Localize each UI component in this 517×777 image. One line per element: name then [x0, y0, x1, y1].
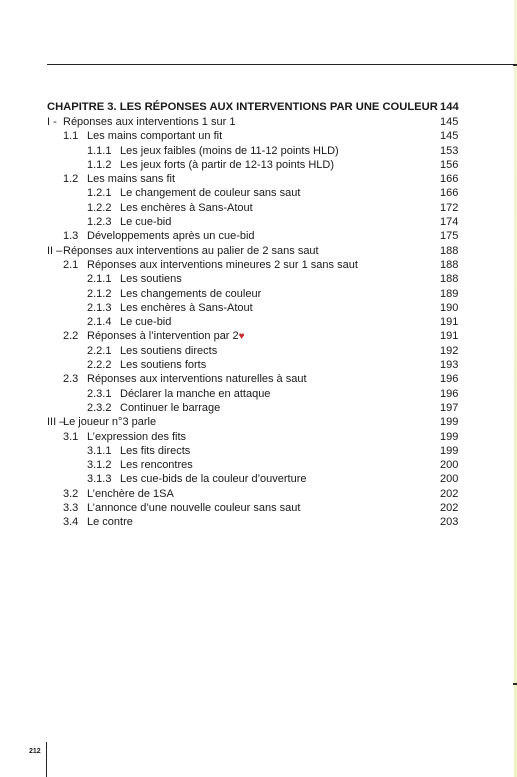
toc-chapter-row[interactable]	[47, 100, 463, 115]
toc-row-title	[120, 158, 334, 172]
toc-row[interactable]	[47, 458, 463, 472]
chapter-page-number: 144	[440, 101, 459, 113]
toc-row-title	[120, 186, 300, 200]
toc-row-title-text: Le cue-bid	[120, 216, 172, 229]
toc-row[interactable]	[47, 201, 463, 215]
toc-row-page-number: 166	[440, 187, 459, 200]
toc-row-number: 2.2.1	[87, 344, 112, 357]
toc-row-title-text: Les fits directs	[120, 444, 191, 457]
toc-row-title	[120, 472, 307, 486]
toc-row[interactable]	[47, 415, 463, 429]
toc-row-title-text: Les mains comportant un fit	[87, 130, 223, 143]
toc-row[interactable]	[47, 287, 463, 301]
toc-row-page-number: 156	[440, 158, 459, 171]
toc-row-title-text: Les changements de couleur	[120, 287, 262, 300]
toc-row[interactable]	[47, 229, 463, 243]
toc-row-title-text: L’expression des fits	[87, 430, 187, 443]
toc-row-title	[63, 244, 319, 258]
toc-row-title-text: Les soutiens forts	[120, 359, 207, 372]
toc-row-page-number: 145	[440, 116, 459, 128]
toc-row-page-number: 189	[440, 287, 459, 300]
toc-row-title-text: Le changement de couleur sans saut	[120, 187, 301, 200]
toc-row-title-text: Continuer le barrage	[120, 401, 221, 414]
toc-row-page-number: 193	[440, 359, 459, 372]
toc-row-page-number: 196	[440, 387, 459, 400]
toc-row-title-text: Les soutiens	[120, 273, 182, 286]
toc-row[interactable]	[47, 315, 463, 329]
toc-row-title-text: Le cue-bid	[120, 316, 172, 329]
toc-row-title	[120, 444, 190, 458]
toc-row[interactable]	[47, 172, 463, 186]
heart-suit-icon: ♥	[238, 331, 245, 343]
toc-row[interactable]	[47, 501, 463, 515]
toc-row-title-text: Les soutiens directs	[120, 344, 218, 357]
toc-row-number: III –	[47, 416, 66, 429]
toc-row-title	[87, 129, 222, 143]
toc-row-number: 1.2.3	[87, 216, 112, 229]
toc-row-number: 1.1.1	[87, 144, 112, 157]
toc-row-number: 3.4	[63, 516, 79, 529]
toc-row-number: 1.1.2	[87, 158, 112, 171]
toc-row-title-text: Réponses aux interventions naturelles à saut	[87, 373, 307, 386]
toc-row-page-number: 188	[440, 258, 459, 271]
toc-row-title	[120, 401, 220, 415]
toc-row-number: 1.1	[63, 130, 79, 143]
toc-row[interactable]	[47, 301, 463, 315]
toc-row-number: 2.1.2	[87, 287, 112, 300]
toc-row[interactable]	[47, 401, 463, 415]
toc-row-number: 2.1.1	[87, 273, 112, 286]
toc-row-title	[120, 144, 339, 158]
toc-row[interactable]	[47, 186, 463, 200]
toc-row-page-number: 202	[440, 487, 459, 500]
toc-row-number: 1.2	[63, 173, 79, 186]
toc-row-page-number: 153	[440, 144, 459, 157]
toc-row-title	[120, 301, 253, 315]
toc-row-title-text: Le contre	[87, 516, 133, 529]
toc-row[interactable]	[47, 444, 463, 458]
toc-row-title	[120, 344, 217, 358]
toc-row-page-number: 191	[440, 316, 459, 329]
toc-row-number: 3.1	[63, 430, 79, 443]
toc-row-number: 3.1.1	[87, 444, 112, 457]
toc-row-title-text: L’annonce d’une nouvelle couleur sans saut	[87, 502, 301, 515]
toc-row-title	[87, 487, 174, 501]
table-of-contents	[47, 100, 463, 530]
toc-row[interactable]	[47, 387, 463, 401]
toc-row[interactable]	[47, 272, 463, 286]
toc-row[interactable]	[47, 515, 463, 529]
toc-row[interactable]	[47, 358, 463, 372]
toc-row[interactable]	[47, 487, 463, 501]
toc-row-title-text: Réponses aux interventions 1 sur 1	[63, 116, 236, 128]
toc-row-title	[87, 515, 133, 529]
toc-row-title	[87, 372, 307, 386]
toc-row-title-text: Développements après un cue-bid	[87, 230, 255, 243]
toc-row-page-number: 196	[440, 373, 459, 386]
toc-row-title	[120, 201, 253, 215]
toc-row-title	[120, 272, 182, 286]
toc-row-page-number: 174	[440, 216, 459, 229]
page-edge-tick	[513, 683, 517, 685]
toc-row-number: 2.3.2	[87, 401, 112, 414]
toc-row-title-text: Réponses aux interventions au palier de 2 sans saut	[63, 244, 319, 257]
toc-row-number: 2.1.4	[87, 316, 112, 329]
toc-row-number: 2.3	[63, 373, 79, 386]
toc-row[interactable]	[47, 158, 463, 172]
toc-row-number: 1.2.1	[87, 187, 112, 200]
toc-row-title	[120, 358, 206, 372]
toc-row-title	[120, 315, 171, 329]
toc-row[interactable]	[47, 115, 463, 129]
toc-row-number: 3.1.2	[87, 459, 112, 472]
toc-row-title	[87, 229, 255, 243]
toc-row-title-text: Les jeux faibles (moins de 11-12 points HLD)	[120, 144, 339, 157]
toc-row-page-number: 188	[440, 244, 459, 257]
toc-row[interactable]	[47, 472, 463, 486]
toc-row-title	[63, 115, 235, 129]
toc-row[interactable]	[47, 372, 463, 386]
toc-row-title	[87, 430, 186, 444]
toc-row-number: 1.2.2	[87, 201, 112, 214]
toc-row-number: 2.2	[63, 330, 79, 343]
toc-row[interactable]	[47, 144, 463, 158]
toc-row-page-number: 172	[440, 201, 459, 214]
toc-row-title-text: Réponses à l’intervention par 2	[87, 330, 239, 343]
toc-row-page-number: 197	[440, 401, 459, 414]
toc-row-title-text: Les jeux forts (à partir de 12-13 points HLD)	[120, 158, 334, 171]
toc-row-title-text: Les enchères à Sans-Atout	[120, 201, 253, 214]
toc-row-title-text: Les rencontres	[120, 459, 193, 472]
toc-row-page-number: 202	[440, 502, 459, 515]
toc-row-title-text: Déclarer la manche en attaque	[120, 387, 271, 400]
toc-row-page-number: 190	[440, 301, 459, 314]
toc-row-page-number: 200	[440, 473, 459, 486]
toc-row-title	[120, 287, 261, 301]
toc-row[interactable]	[47, 244, 463, 258]
toc-row-page-number: 175	[440, 230, 459, 243]
chapter-title: CHAPITRE 3. LES RÉPONSES AUX INTERVENTIONS PAR UNE COULEUR	[47, 101, 438, 113]
toc-row-title	[87, 329, 245, 344]
toc-row-page-number: 199	[440, 430, 459, 443]
toc-row-number: 2.2.2	[87, 359, 112, 372]
toc-row-title	[87, 501, 300, 515]
toc-row-title-text: Les mains sans fit	[87, 173, 176, 186]
toc-row-number: II –	[47, 244, 63, 257]
toc-row-title-text: Les cue-bids de la couleur d’ouverture	[120, 473, 307, 486]
toc-row-page-number: 188	[440, 273, 459, 286]
toc-row-page-number: 166	[440, 173, 459, 186]
toc-row[interactable]	[47, 344, 463, 358]
toc-row-title	[120, 215, 171, 229]
toc-row-title-text: Réponses aux interventions mineures 2 sur 1 sans saut	[87, 258, 358, 271]
toc-row-title	[120, 458, 193, 472]
toc-row-number: 2.1.3	[87, 301, 112, 314]
toc-row-page-number: 145	[440, 130, 459, 143]
toc-row-number: 2.1	[63, 258, 79, 271]
page-folio: 212	[29, 748, 41, 755]
toc-row-number: 3.1.3	[87, 473, 112, 486]
toc-row-title	[120, 387, 270, 401]
toc-row-title-text: Les enchères à Sans-Atout	[120, 301, 253, 314]
toc-row[interactable]	[47, 329, 463, 343]
toc-row-number: 3.3	[63, 502, 79, 515]
toc-row-page-number: 191	[440, 330, 459, 343]
toc-row[interactable]	[47, 258, 463, 272]
toc-row-number: 2.3.1	[87, 387, 112, 400]
toc-row-page-number: 199	[440, 416, 459, 429]
toc-row[interactable]	[47, 430, 463, 444]
toc-row-number: I -	[47, 116, 57, 128]
toc-row-title-text: L’enchère de 1SA	[87, 487, 174, 500]
header-rule	[47, 64, 517, 65]
toc-row-page-number: 199	[440, 444, 459, 457]
toc-row-title	[87, 258, 358, 272]
toc-row-number: 3.2	[63, 487, 79, 500]
folio-rule	[46, 742, 47, 777]
toc-row-title	[63, 415, 156, 429]
toc-row-title-text: Le joueur n°3 parle	[63, 416, 157, 429]
toc-row-title	[87, 172, 175, 186]
toc-row-page-number: 200	[440, 459, 459, 472]
toc-row-number: 1.3	[63, 230, 79, 243]
toc-row[interactable]	[47, 215, 463, 229]
toc-row-page-number: 192	[440, 344, 459, 357]
toc-row-page-number: 203	[440, 516, 459, 529]
toc-row[interactable]	[47, 129, 463, 143]
